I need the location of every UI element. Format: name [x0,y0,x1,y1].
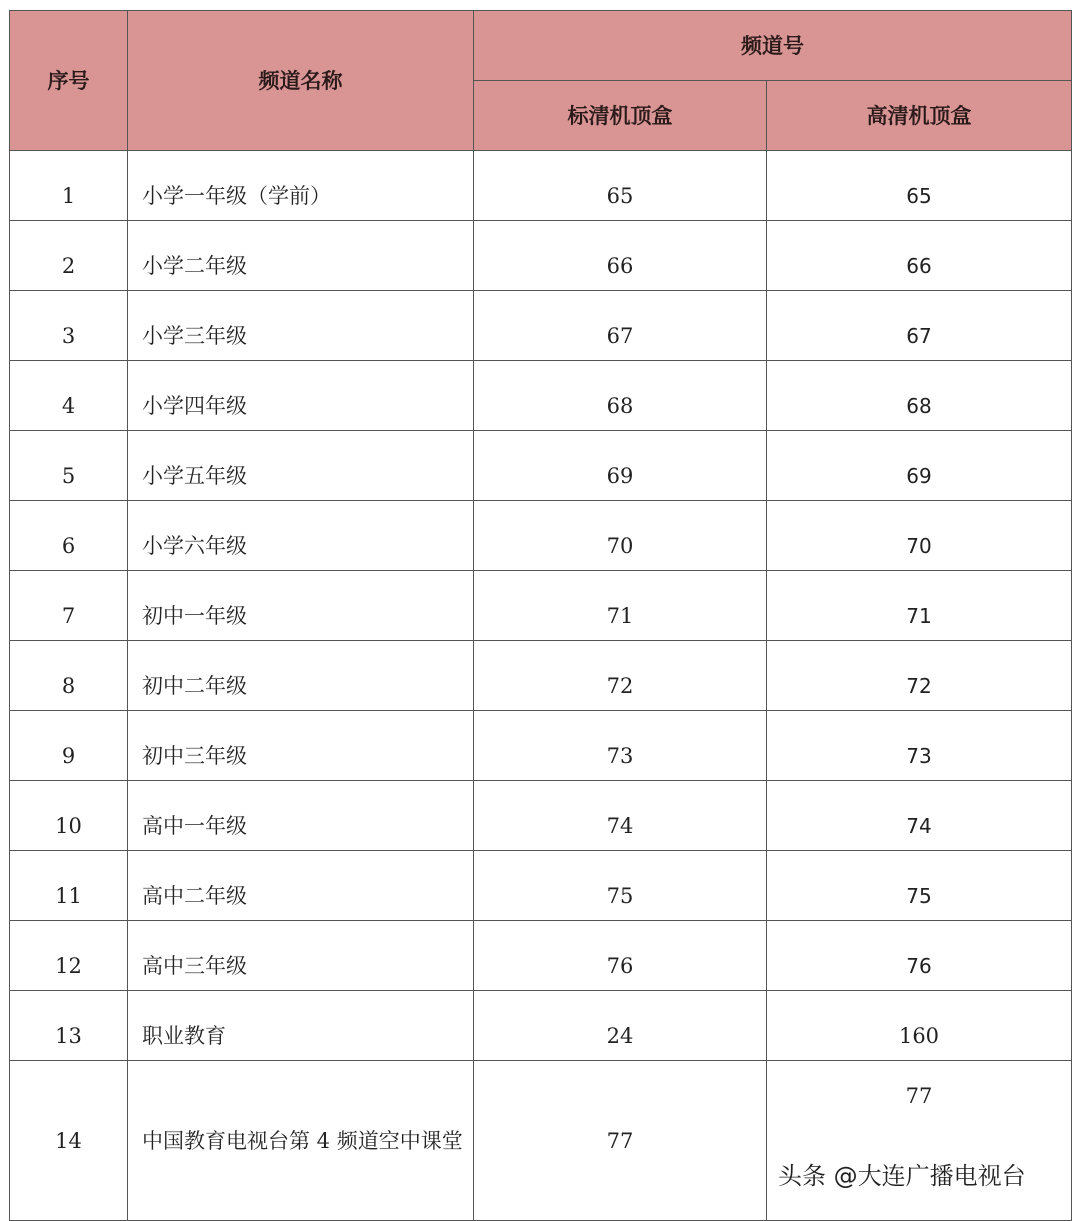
table-row [10,1061,1072,1221]
table-row [10,151,1072,221]
table-row [10,711,1072,781]
cell-hd-text: 66 [906,253,932,278]
cell-seq-text: 14 [55,1128,82,1153]
cell-name [128,991,474,1061]
cell-seq [10,991,128,1061]
cell-name-text: 初中二年级 [142,673,247,698]
cell-seq [10,501,128,571]
cell-seq [10,1061,128,1221]
cell-name-text: 小学六年级 [142,533,247,558]
cell-name-text: 小学二年级 [142,253,247,278]
cell-hd-text: 70 [906,533,932,558]
cell-hd-text: 71 [906,603,932,628]
cell-hd [767,781,1072,851]
cell-name-text: 初中三年级 [142,743,247,768]
cell-hd-text: 160 [898,1023,940,1048]
cell-seq [10,781,128,851]
cell-sd [474,291,767,361]
cell-name [128,431,474,501]
cell-seq-text: 12 [55,953,82,978]
cell-seq-text: 13 [55,1023,82,1048]
table-row [10,991,1072,1061]
cell-sd-text: 74 [606,813,634,838]
cell-hd [767,431,1072,501]
cell-sd-text: 24 [606,1023,634,1048]
cell-name [128,291,474,361]
watermark: 头条 @大连广播电视台 [778,1162,1026,1190]
cell-seq-text: 4 [61,393,76,418]
table-row [10,571,1072,641]
cell-hd [767,151,1072,221]
table-row [10,431,1072,501]
cell-hd [767,221,1072,291]
cell-name [128,571,474,641]
cell-sd-text: 76 [606,953,634,978]
cell-seq [10,151,128,221]
cell-seq [10,641,128,711]
table-row [10,501,1072,571]
cell-hd-text: 74 [906,813,932,838]
cell-sd [474,1061,767,1221]
cell-seq-text: 5 [61,463,76,488]
cell-sd [474,501,767,571]
cell-sd-text: 65 [606,183,634,208]
cell-name [128,501,474,571]
cell-sd [474,991,767,1061]
cell-seq [10,851,128,921]
cell-sd-text: 71 [606,603,634,628]
cell-hd [767,361,1072,431]
cell-name [128,221,474,291]
cell-name-text: 高中二年级 [142,883,247,908]
cell-name-text: 小学一年级（学前） [142,183,331,208]
cell-name [128,1061,474,1221]
cell-name-text: 高中三年级 [142,953,247,978]
cell-name [128,851,474,921]
cell-seq-text: 9 [61,743,76,768]
cell-name [128,151,474,221]
cell-sd [474,431,767,501]
cell-seq [10,431,128,501]
header-hd-box: 高清机顶盒 [767,81,1072,151]
cell-sd [474,571,767,641]
cell-seq-text: 6 [61,533,76,558]
cell-sd [474,711,767,781]
cell-hd [767,641,1072,711]
cell-hd [767,571,1072,641]
channel-table [9,10,1072,1221]
cell-name-text: 小学五年级 [142,463,247,488]
cell-sd-text: 70 [606,533,634,558]
cell-name [128,921,474,991]
table-row [10,851,1072,921]
cell-hd [767,1061,1072,1221]
cell-sd [474,781,767,851]
cell-sd [474,641,767,711]
cell-hd [767,921,1072,991]
cell-hd-text: 69 [906,463,932,488]
cell-sd-text: 77 [606,1128,634,1153]
table-row [10,291,1072,361]
cell-hd-text: 72 [906,673,932,698]
table-row [10,921,1072,991]
cell-name-text: 小学四年级 [142,393,247,418]
table-row [10,641,1072,711]
cell-seq-text: 8 [61,673,76,698]
cell-hd [767,501,1072,571]
header-channel-number: 频道号 [474,11,1072,81]
cell-sd-text: 72 [606,673,634,698]
cell-hd [767,711,1072,781]
cell-hd-text: 65 [906,183,932,208]
cell-hd [767,851,1072,921]
cell-hd-text: 77 [905,1084,933,1108]
cell-seq [10,571,128,641]
table-row [10,781,1072,851]
cell-sd [474,151,767,221]
table-row [10,361,1072,431]
cell-sd [474,851,767,921]
cell-hd-text: 68 [906,393,932,418]
cell-seq [10,291,128,361]
cell-hd [767,991,1072,1061]
cell-hd [767,291,1072,361]
cell-seq [10,221,128,291]
cell-sd-text: 66 [606,253,634,278]
cell-name [128,641,474,711]
cell-sd-text: 68 [606,393,634,418]
cell-name-text: 中国教育电视台第 4 频道空中课堂 [142,1128,463,1153]
cell-seq-text: 2 [61,253,76,278]
cell-name-text: 初中一年级 [142,603,247,628]
cell-sd [474,221,767,291]
cell-sd [474,361,767,431]
cell-name-text: 高中一年级 [142,813,247,838]
cell-seq [10,921,128,991]
cell-seq-text: 3 [61,323,76,348]
cell-hd-text: 76 [906,953,932,978]
cell-seq-text: 11 [55,883,82,908]
cell-name [128,711,474,781]
cell-seq [10,361,128,431]
cell-name-text: 职业教育 [142,1023,226,1048]
cell-name [128,781,474,851]
cell-seq-text: 10 [55,813,82,838]
cell-sd [474,921,767,991]
table-row [10,221,1072,291]
cell-hd-text: 73 [906,743,932,768]
cell-seq-text: 7 [61,603,76,628]
cell-sd-text: 67 [606,323,634,348]
cell-hd-text: 75 [906,883,932,908]
cell-hd-text: 67 [906,323,932,348]
cell-sd-text: 75 [606,883,634,908]
cell-name-text: 小学三年级 [142,323,247,348]
cell-seq-text: 1 [61,183,76,208]
cell-name [128,361,474,431]
header-sd-box: 标清机顶盒 [474,81,767,151]
cell-seq [10,711,128,781]
header-seq: 序号 [10,11,128,151]
header-channel-name: 频道名称 [128,11,474,151]
cell-sd-text: 73 [606,743,634,768]
cell-sd-text: 69 [606,463,634,488]
